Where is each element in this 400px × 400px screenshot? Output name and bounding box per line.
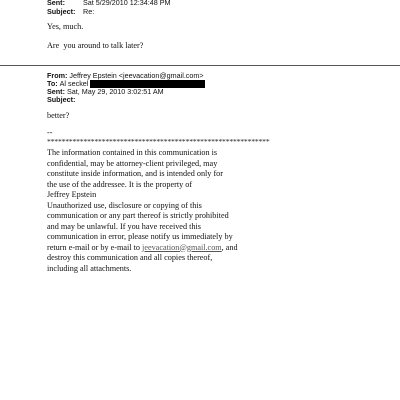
original-sent-label: Sent:: [47, 87, 65, 96]
disclaimer-line: including all attachments.: [47, 263, 132, 273]
disclaimer-line: and may be unlawful. If you have received this: [47, 221, 201, 231]
signature-dashes: --: [47, 128, 53, 137]
email-link[interactable]: jeevacation@gmail.com: [142, 242, 222, 252]
disclaimer-line: communication or any part thereof is strictly prohibited: [47, 211, 229, 220]
email-line-prefix: return e-mail or by e-mail to: [47, 242, 143, 252]
disclaimer-line: The information contained in this communication is: [47, 148, 218, 157]
reply-sent-row: [47, 0, 171, 7]
original-sent-value: Sat, May 29, 2010 3:02:51 AM: [66, 87, 164, 96]
disclaimer-line: confidential, may be attorney-client privileged, may: [47, 158, 218, 168]
disclaimer-line: communication in error, please notify us immediately by: [47, 232, 233, 241]
email-line-suffix: , and: [221, 242, 238, 252]
sent-label: Sent:: [47, 0, 65, 7]
sent-value: Sat 5/29/2010 12:34:48 PM: [83, 0, 171, 7]
reply-line-1: Yes, much.: [47, 22, 84, 31]
separator-line: [0, 65, 400, 66]
star-divider: *************************************************************: [47, 137, 270, 146]
disclaimer-line: the use of the addressee. It is the property of: [47, 179, 193, 189]
reply-line-2: Are you around to talk later?: [47, 41, 144, 50]
disclaimer-line: destroy this communication and all copies thereof,: [47, 253, 213, 262]
from-value: Jeffrey Epstein <jeevacation@gmail.com>: [69, 71, 204, 80]
to-value: Al seckel: [59, 79, 89, 88]
subject-value: Re:: [83, 7, 95, 16]
original-body: better?: [47, 111, 70, 120]
original-subject-row: [47, 95, 75, 104]
subject-label: Subject:: [47, 7, 76, 16]
disclaimer-line: Unauthorized use, disclosure or copying of this: [47, 200, 202, 210]
to-label: To:: [47, 79, 58, 88]
disclaimer-line: Jeffrey Epstein: [47, 190, 97, 199]
disclaimer-line: constitute inside information, and is intended only for: [47, 169, 223, 178]
disclaimer-email-line: [47, 243, 238, 254]
from-label: From:: [47, 71, 68, 80]
original-subject-label: Subject:: [47, 95, 76, 104]
reply-subject-row: [47, 7, 94, 16]
